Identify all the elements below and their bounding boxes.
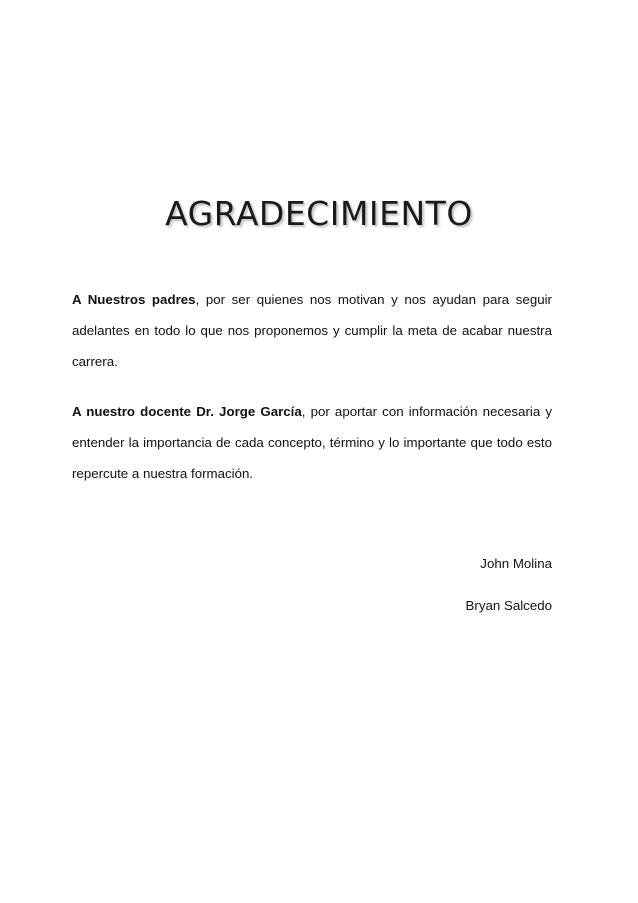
paragraph-lead: A Nuestros padres xyxy=(72,292,196,307)
page-title: AGRADECIMIENTO xyxy=(165,194,473,233)
paragraph-body: , por ser quienes nos motivan y nos ayudan para seguir adelantes en todo lo que nos proponemos y cumplir la meta de acabar nuestra carrera. xyxy=(72,292,552,369)
paragraph-parents xyxy=(72,284,552,377)
signature-name: John Molina xyxy=(480,556,552,571)
signature-name: Bryan Salcedo xyxy=(465,598,552,613)
paragraph-body: , por aportar con información necesaria y entender la importancia de cada concepto, término y lo importante que todo esto repercute a nuestra formación. xyxy=(72,404,552,481)
paragraph-lead: A nuestro docente Dr. Jorge García xyxy=(72,404,302,419)
paragraph-teacher xyxy=(72,396,552,489)
